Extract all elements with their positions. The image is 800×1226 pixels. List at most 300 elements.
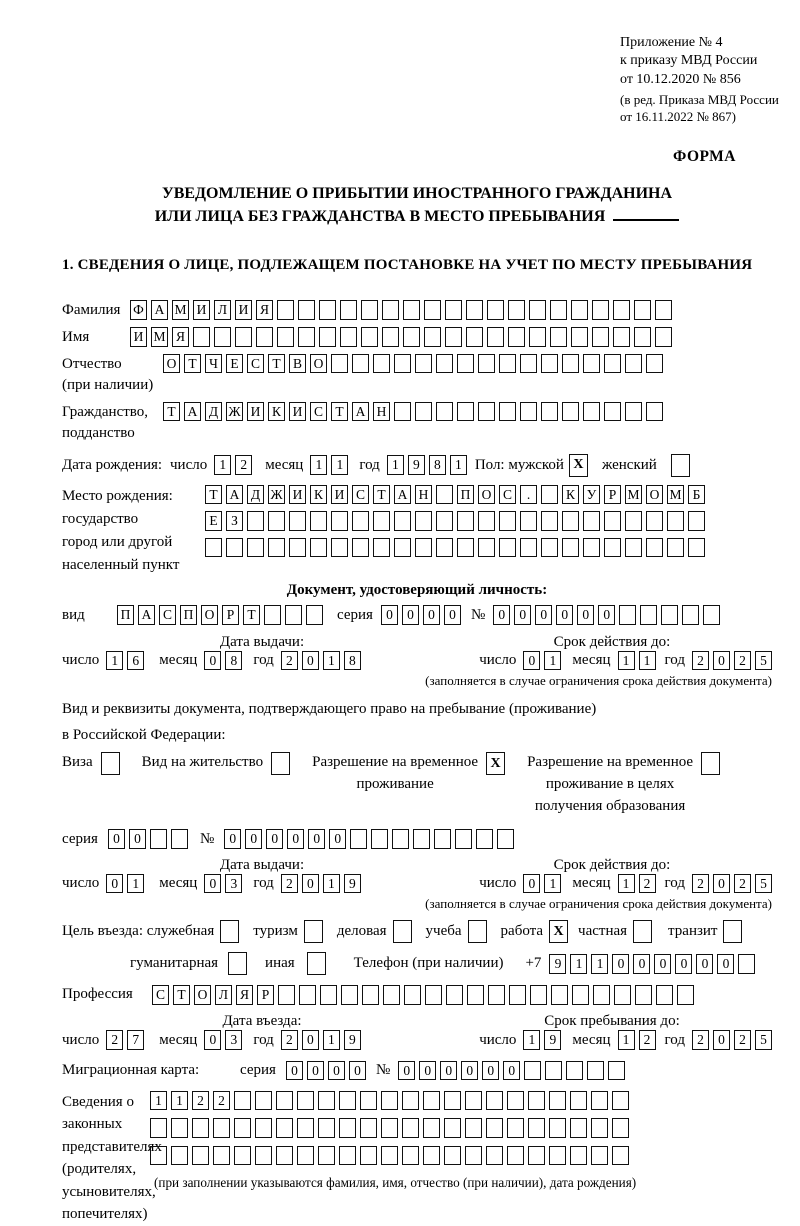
form-cell[interactable] <box>256 327 273 347</box>
residence-number-cells[interactable] <box>224 829 514 849</box>
form-cell[interactable] <box>583 402 600 422</box>
form-cell[interactable] <box>487 300 504 320</box>
form-cell[interactable]: 2 <box>106 1030 123 1050</box>
form-cell[interactable] <box>445 300 462 320</box>
stay-month[interactable] <box>618 1030 656 1050</box>
form-cell[interactable]: 0 <box>287 829 304 849</box>
form-cell[interactable] <box>613 300 630 320</box>
form-cell[interactable]: Ж <box>226 402 243 422</box>
form-cell[interactable] <box>247 511 264 531</box>
form-cell[interactable]: Т <box>163 402 180 422</box>
form-cell[interactable] <box>331 511 348 531</box>
form-cell[interactable] <box>499 354 516 374</box>
form-cell[interactable]: И <box>331 485 348 505</box>
form-cell[interactable] <box>562 402 579 422</box>
form-cell[interactable]: 0 <box>398 1061 415 1081</box>
form-cell[interactable]: 0 <box>308 829 325 849</box>
form-cell[interactable]: 1 <box>323 1030 340 1050</box>
form-cell[interactable]: Т <box>373 485 390 505</box>
form-cell[interactable] <box>550 300 567 320</box>
form-cell[interactable] <box>278 985 295 1005</box>
form-cell[interactable] <box>226 538 243 558</box>
form-cell[interactable] <box>738 954 755 974</box>
form-cell[interactable] <box>499 538 516 558</box>
form-cell[interactable] <box>150 829 167 849</box>
form-cell[interactable]: Р <box>257 985 274 1005</box>
form-cell[interactable]: 5 <box>755 874 772 894</box>
form-cell[interactable] <box>562 354 579 374</box>
form-cell[interactable]: 1 <box>106 651 123 671</box>
residence-issue-year[interactable] <box>281 874 361 894</box>
form-cell[interactable] <box>255 1146 272 1166</box>
form-cell[interactable] <box>394 354 411 374</box>
visa-checkbox[interactable] <box>101 752 120 775</box>
form-cell[interactable] <box>340 300 357 320</box>
form-cell[interactable]: 9 <box>544 1030 561 1050</box>
form-cell[interactable] <box>465 1146 482 1166</box>
form-cell[interactable] <box>205 538 222 558</box>
form-cell[interactable]: 0 <box>423 605 440 625</box>
birth-month-cells[interactable] <box>310 455 348 475</box>
form-cell[interactable]: И <box>130 327 147 347</box>
form-cell[interactable]: 0 <box>535 605 552 625</box>
form-cell[interactable]: С <box>352 485 369 505</box>
form-cell[interactable]: 1 <box>639 651 656 671</box>
form-cell[interactable] <box>478 511 495 531</box>
residence-issue-day[interactable] <box>106 874 144 894</box>
form-cell[interactable]: 0 <box>523 651 540 671</box>
form-cell[interactable]: А <box>226 485 243 505</box>
form-cell[interactable] <box>268 538 285 558</box>
form-cell[interactable] <box>373 354 390 374</box>
form-cell[interactable] <box>571 300 588 320</box>
form-cell[interactable]: О <box>201 605 218 625</box>
form-cell[interactable] <box>593 985 610 1005</box>
form-cell[interactable]: 1 <box>450 455 467 475</box>
form-cell[interactable] <box>415 538 432 558</box>
form-cell[interactable]: 0 <box>713 1030 730 1050</box>
form-cell[interactable]: 0 <box>633 954 650 974</box>
form-cell[interactable]: Е <box>205 511 222 531</box>
purpose-chastnaya-checkbox[interactable] <box>633 920 652 943</box>
form-cell[interactable]: П <box>457 485 474 505</box>
form-cell[interactable] <box>634 300 651 320</box>
form-cell[interactable] <box>486 1146 503 1166</box>
form-cell[interactable]: 0 <box>482 1061 499 1081</box>
form-cell[interactable] <box>550 327 567 347</box>
form-cell[interactable] <box>310 511 327 531</box>
form-cell[interactable] <box>604 538 621 558</box>
form-cell[interactable] <box>608 1061 625 1081</box>
form-cell[interactable]: 1 <box>331 455 348 475</box>
form-cell[interactable]: 1 <box>127 874 144 894</box>
form-cell[interactable]: 0 <box>419 1061 436 1081</box>
form-cell[interactable]: 9 <box>344 874 361 894</box>
form-cell[interactable]: 0 <box>713 651 730 671</box>
form-cell[interactable] <box>381 1118 398 1138</box>
form-cell[interactable]: Т <box>331 402 348 422</box>
form-cell[interactable] <box>520 511 537 531</box>
form-cell[interactable]: Ф <box>130 300 147 320</box>
form-cell[interactable] <box>403 327 420 347</box>
form-cell[interactable] <box>234 1118 251 1138</box>
form-cell[interactable] <box>520 354 537 374</box>
form-cell[interactable] <box>339 1091 356 1111</box>
form-cell[interactable] <box>276 1091 293 1111</box>
form-cell[interactable] <box>350 829 367 849</box>
form-cell[interactable] <box>549 1146 566 1166</box>
form-cell[interactable] <box>436 511 453 531</box>
form-cell[interactable] <box>446 985 463 1005</box>
form-cell[interactable] <box>404 985 421 1005</box>
form-cell[interactable] <box>541 354 558 374</box>
form-cell[interactable]: Д <box>247 485 264 505</box>
birth-day-cells[interactable] <box>214 455 252 475</box>
form-cell[interactable] <box>381 1146 398 1166</box>
form-cell[interactable] <box>646 511 663 531</box>
form-cell[interactable] <box>478 354 495 374</box>
entry-day[interactable] <box>106 1030 144 1050</box>
form-cell[interactable]: Н <box>373 402 390 422</box>
form-cell[interactable] <box>394 538 411 558</box>
birth-place-row-1[interactable] <box>205 485 705 505</box>
form-cell[interactable]: К <box>562 485 579 505</box>
identity-issue-month[interactable] <box>204 651 242 671</box>
form-cell[interactable] <box>352 538 369 558</box>
purpose-delovaya-checkbox[interactable] <box>393 920 412 943</box>
form-cell[interactable]: 8 <box>429 455 446 475</box>
form-cell[interactable]: . <box>520 485 537 505</box>
form-cell[interactable]: 3 <box>225 1030 242 1050</box>
form-cell[interactable] <box>297 1146 314 1166</box>
form-cell[interactable] <box>677 985 694 1005</box>
form-cell[interactable] <box>635 985 652 1005</box>
form-cell[interactable] <box>619 605 636 625</box>
form-cell[interactable] <box>268 511 285 531</box>
form-cell[interactable] <box>688 538 705 558</box>
form-cell[interactable] <box>402 1118 419 1138</box>
form-cell[interactable]: 0 <box>440 1061 457 1081</box>
form-cell[interactable]: С <box>159 605 176 625</box>
surname-cells[interactable] <box>130 300 672 320</box>
form-cell[interactable] <box>591 1146 608 1166</box>
form-cell[interactable]: 1 <box>150 1091 167 1111</box>
form-cell[interactable] <box>171 829 188 849</box>
form-cell[interactable] <box>341 985 358 1005</box>
form-cell[interactable] <box>394 511 411 531</box>
form-cell[interactable] <box>682 605 699 625</box>
form-cell[interactable]: Ч <box>205 354 222 374</box>
form-cell[interactable]: 5 <box>755 1030 772 1050</box>
form-cell[interactable] <box>360 1118 377 1138</box>
form-cell[interactable]: 0 <box>717 954 734 974</box>
purpose-rabota-checkbox[interactable]: X <box>549 920 568 943</box>
form-cell[interactable]: 1 <box>323 874 340 894</box>
form-cell[interactable] <box>646 354 663 374</box>
form-cell[interactable]: П <box>180 605 197 625</box>
form-cell[interactable]: 9 <box>408 455 425 475</box>
form-cell[interactable]: О <box>646 485 663 505</box>
form-cell[interactable]: 1 <box>323 651 340 671</box>
form-cell[interactable] <box>614 985 631 1005</box>
residence-issue-month[interactable] <box>204 874 242 894</box>
form-cell[interactable]: 0 <box>503 1061 520 1081</box>
form-cell[interactable]: И <box>289 485 306 505</box>
form-cell[interactable]: 2 <box>692 1030 709 1050</box>
form-cell[interactable] <box>656 985 673 1005</box>
form-cell[interactable]: 1 <box>570 954 587 974</box>
residence-series-cells[interactable] <box>108 829 188 849</box>
form-cell[interactable]: 0 <box>577 605 594 625</box>
form-cell[interactable]: Л <box>214 300 231 320</box>
birth-place-row-3[interactable] <box>205 538 705 558</box>
form-cell[interactable]: 0 <box>286 1061 303 1081</box>
form-cell[interactable] <box>297 1118 314 1138</box>
form-cell[interactable]: Н <box>415 485 432 505</box>
form-cell[interactable] <box>497 829 514 849</box>
form-cell[interactable] <box>499 402 516 422</box>
form-cell[interactable] <box>571 327 588 347</box>
form-cell[interactable] <box>381 1091 398 1111</box>
form-cell[interactable] <box>373 511 390 531</box>
form-cell[interactable]: 0 <box>696 954 713 974</box>
temp-residence-education-checkbox[interactable] <box>701 752 720 775</box>
form-cell[interactable] <box>486 1118 503 1138</box>
form-cell[interactable] <box>361 300 378 320</box>
form-cell[interactable] <box>529 300 546 320</box>
form-cell[interactable] <box>566 1061 583 1081</box>
form-cell[interactable] <box>299 985 316 1005</box>
given-name-cells[interactable] <box>130 327 672 347</box>
form-cell[interactable] <box>549 1118 566 1138</box>
citizenship-cells[interactable] <box>163 402 663 422</box>
form-cell[interactable]: 0 <box>266 829 283 849</box>
temp-residence-checkbox[interactable]: X <box>486 752 505 775</box>
form-cell[interactable]: М <box>172 300 189 320</box>
form-cell[interactable]: 0 <box>302 651 319 671</box>
identity-until-day[interactable] <box>523 651 561 671</box>
form-cell[interactable] <box>655 300 672 320</box>
form-cell[interactable] <box>466 300 483 320</box>
form-cell[interactable] <box>541 485 558 505</box>
form-cell[interactable]: М <box>625 485 642 505</box>
form-cell[interactable] <box>425 985 442 1005</box>
form-cell[interactable] <box>703 605 720 625</box>
form-cell[interactable] <box>413 829 430 849</box>
form-cell[interactable] <box>371 829 388 849</box>
form-cell[interactable] <box>276 1118 293 1138</box>
form-cell[interactable] <box>604 354 621 374</box>
form-cell[interactable] <box>402 1091 419 1111</box>
purpose-inaya-checkbox[interactable] <box>307 952 326 975</box>
purpose-gumanitarnaya-checkbox[interactable] <box>228 952 247 975</box>
form-cell[interactable]: И <box>193 300 210 320</box>
form-cell[interactable] <box>583 354 600 374</box>
form-cell[interactable]: 3 <box>225 874 242 894</box>
form-cell[interactable]: И <box>289 402 306 422</box>
form-cell[interactable] <box>487 327 504 347</box>
form-cell[interactable]: 2 <box>734 651 751 671</box>
form-cell[interactable]: 1 <box>310 455 327 475</box>
form-cell[interactable] <box>591 1118 608 1138</box>
form-cell[interactable] <box>235 327 252 347</box>
form-cell[interactable] <box>520 538 537 558</box>
form-cell[interactable]: 9 <box>549 954 566 974</box>
form-cell[interactable] <box>457 354 474 374</box>
form-cell[interactable] <box>486 1091 503 1111</box>
form-cell[interactable]: Т <box>268 354 285 374</box>
form-cell[interactable]: У <box>583 485 600 505</box>
form-cell[interactable] <box>499 511 516 531</box>
form-cell[interactable]: М <box>151 327 168 347</box>
form-cell[interactable]: 0 <box>329 829 346 849</box>
form-cell[interactable] <box>298 300 315 320</box>
form-cell[interactable] <box>423 1146 440 1166</box>
form-cell[interactable]: 2 <box>235 455 252 475</box>
form-cell[interactable] <box>507 1118 524 1138</box>
form-cell[interactable] <box>508 327 525 347</box>
representatives-row-3[interactable] <box>150 1146 636 1166</box>
form-cell[interactable] <box>331 354 348 374</box>
form-cell[interactable]: А <box>151 300 168 320</box>
form-cell[interactable]: 0 <box>493 605 510 625</box>
form-cell[interactable] <box>255 1118 272 1138</box>
form-cell[interactable] <box>507 1146 524 1166</box>
form-cell[interactable]: Т <box>184 354 201 374</box>
sex-male-checkbox[interactable]: X <box>569 454 588 477</box>
form-cell[interactable] <box>667 538 684 558</box>
form-cell[interactable] <box>423 1091 440 1111</box>
form-cell[interactable]: 0 <box>402 605 419 625</box>
migration-series-cells[interactable] <box>286 1061 366 1081</box>
form-cell[interactable]: Д <box>205 402 222 422</box>
form-cell[interactable] <box>424 300 441 320</box>
form-cell[interactable] <box>310 538 327 558</box>
form-cell[interactable]: 0 <box>106 874 123 894</box>
form-cell[interactable]: 6 <box>127 651 144 671</box>
form-cell[interactable]: Е <box>226 354 243 374</box>
form-cell[interactable] <box>423 1118 440 1138</box>
form-cell[interactable] <box>192 1146 209 1166</box>
form-cell[interactable]: С <box>310 402 327 422</box>
form-cell[interactable]: 9 <box>344 1030 361 1050</box>
form-cell[interactable]: В <box>289 354 306 374</box>
form-cell[interactable] <box>625 538 642 558</box>
form-cell[interactable]: М <box>667 485 684 505</box>
form-cell[interactable] <box>507 1091 524 1111</box>
purpose-tranzit-checkbox[interactable] <box>723 920 742 943</box>
identity-issue-day[interactable] <box>106 651 144 671</box>
form-cell[interactable] <box>255 1091 272 1111</box>
form-cell[interactable] <box>352 354 369 374</box>
form-cell[interactable]: 1 <box>618 874 635 894</box>
form-cell[interactable] <box>465 1118 482 1138</box>
form-cell[interactable] <box>541 402 558 422</box>
form-cell[interactable]: 2 <box>281 651 298 671</box>
form-cell[interactable]: 1 <box>591 954 608 974</box>
form-cell[interactable]: Т <box>205 485 222 505</box>
form-cell[interactable]: 0 <box>381 605 398 625</box>
form-cell[interactable] <box>465 1091 482 1111</box>
form-cell[interactable] <box>646 402 663 422</box>
form-cell[interactable]: 2 <box>639 1030 656 1050</box>
form-cell[interactable] <box>530 985 547 1005</box>
form-cell[interactable] <box>392 829 409 849</box>
form-cell[interactable]: К <box>310 485 327 505</box>
purpose-turizm-checkbox[interactable] <box>304 920 323 943</box>
form-cell[interactable] <box>150 1146 167 1166</box>
identity-until-month[interactable] <box>618 651 656 671</box>
patronymic-cells[interactable] <box>163 354 663 374</box>
form-cell[interactable] <box>592 300 609 320</box>
form-cell[interactable]: С <box>152 985 169 1005</box>
form-cell[interactable] <box>171 1146 188 1166</box>
form-cell[interactable] <box>604 402 621 422</box>
form-cell[interactable] <box>570 1118 587 1138</box>
form-cell[interactable] <box>667 511 684 531</box>
form-cell[interactable] <box>319 327 336 347</box>
form-cell[interactable] <box>382 327 399 347</box>
form-cell[interactable] <box>444 1146 461 1166</box>
form-cell[interactable] <box>570 1146 587 1166</box>
form-cell[interactable] <box>415 511 432 531</box>
form-cell[interactable]: 1 <box>171 1091 188 1111</box>
form-cell[interactable]: 0 <box>444 605 461 625</box>
form-cell[interactable]: 2 <box>192 1091 209 1111</box>
form-cell[interactable] <box>655 327 672 347</box>
residence-until-day[interactable] <box>523 874 561 894</box>
form-cell[interactable]: 0 <box>108 829 125 849</box>
form-cell[interactable] <box>688 511 705 531</box>
form-cell[interactable]: 0 <box>675 954 692 974</box>
form-cell[interactable] <box>264 605 281 625</box>
form-cell[interactable] <box>591 1091 608 1111</box>
profession-cells[interactable] <box>152 985 694 1005</box>
form-cell[interactable] <box>661 605 678 625</box>
form-cell[interactable] <box>455 829 472 849</box>
form-cell[interactable]: А <box>184 402 201 422</box>
birth-year-cells[interactable] <box>387 455 467 475</box>
form-cell[interactable] <box>583 538 600 558</box>
form-cell[interactable]: 2 <box>213 1091 230 1111</box>
form-cell[interactable] <box>285 605 302 625</box>
form-cell[interactable] <box>612 1118 629 1138</box>
form-cell[interactable] <box>467 985 484 1005</box>
form-cell[interactable] <box>360 1146 377 1166</box>
form-cell[interactable]: 1 <box>618 1030 635 1050</box>
form-cell[interactable] <box>277 300 294 320</box>
form-cell[interactable] <box>604 511 621 531</box>
form-cell[interactable] <box>213 1118 230 1138</box>
entry-year[interactable] <box>281 1030 361 1050</box>
form-cell[interactable]: И <box>247 402 264 422</box>
form-cell[interactable] <box>528 1118 545 1138</box>
form-cell[interactable]: 0 <box>461 1061 478 1081</box>
form-cell[interactable] <box>444 1118 461 1138</box>
form-cell[interactable] <box>214 327 231 347</box>
form-cell[interactable] <box>360 1091 377 1111</box>
form-cell[interactable]: А <box>352 402 369 422</box>
form-cell[interactable] <box>192 1118 209 1138</box>
form-cell[interactable]: 0 <box>612 954 629 974</box>
form-cell[interactable] <box>612 1146 629 1166</box>
form-cell[interactable] <box>277 327 294 347</box>
form-cell[interactable]: К <box>268 402 285 422</box>
form-cell[interactable] <box>171 1118 188 1138</box>
form-cell[interactable] <box>434 829 451 849</box>
identity-doc-series-cells[interactable] <box>381 605 461 625</box>
form-cell[interactable] <box>545 1061 562 1081</box>
